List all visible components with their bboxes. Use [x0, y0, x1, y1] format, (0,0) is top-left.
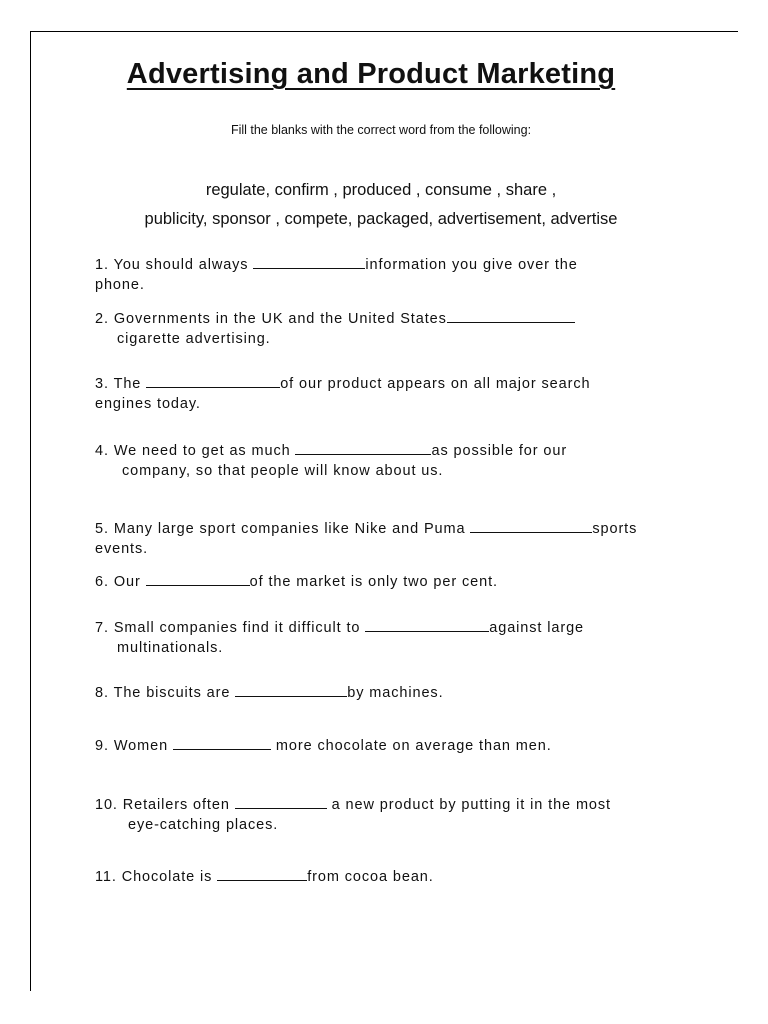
word-bank-line-2: publicity, sponsor , compete, packaged, advertisement, advertise: [144, 210, 618, 228]
question-5: [95, 518, 695, 559]
question-number: 10.: [95, 797, 118, 813]
answer-blank[interactable]: [365, 617, 489, 632]
question-2: [95, 308, 695, 349]
answer-blank[interactable]: [173, 735, 271, 750]
question-text-before: We need to get as much: [113, 443, 296, 459]
question-number: 6.: [95, 574, 109, 590]
question-number: 11.: [95, 869, 117, 885]
question-text-continued: company, so that people will know about us.: [122, 463, 444, 479]
question-4: [95, 440, 695, 481]
question-text-continued: eye-catching places.: [128, 817, 279, 833]
question-1: [95, 254, 695, 295]
question-text-after: from cocoa bean.: [307, 869, 434, 885]
question-number: 2.: [95, 311, 109, 327]
question-10: [95, 794, 695, 835]
question-text-before: Many large sport companies like Nike and Puma: [113, 521, 471, 537]
question-number: 5.: [95, 521, 109, 537]
question-text-before: Chocolate is: [121, 869, 218, 885]
word-bank-line-1: regulate, confirm , produced , consume , share ,: [205, 181, 557, 199]
worksheet-title: Advertising and Product Marketing: [126, 58, 616, 90]
question-text-before: The biscuits are: [113, 685, 236, 701]
answer-blank[interactable]: [217, 866, 307, 881]
question-3: [95, 373, 695, 414]
answer-blank[interactable]: [146, 373, 280, 388]
question-text-after: of the market is only two per cent.: [249, 574, 498, 590]
question-text-continued: cigarette advertising.: [117, 331, 271, 347]
answer-blank[interactable]: [470, 518, 592, 533]
question-text-continued: phone.: [95, 277, 145, 293]
question-text-after: information you give over the: [365, 257, 578, 273]
answer-blank[interactable]: [295, 440, 431, 455]
question-text-before: You should always: [113, 257, 254, 273]
instruction-text: Fill the blanks with the correct word from the following:: [230, 123, 532, 137]
answer-blank[interactable]: [447, 308, 575, 323]
page-border-top: [30, 31, 738, 32]
page-border-left: [30, 31, 31, 991]
question-text-before: Retailers often: [122, 797, 235, 813]
question-8: [95, 682, 695, 703]
question-11: [95, 866, 695, 887]
question-number: 3.: [95, 376, 109, 392]
question-text-continued: events.: [95, 541, 149, 557]
question-text-before: Governments in the UK and the United States: [113, 311, 447, 327]
question-9: [95, 735, 695, 756]
question-text-before: Small companies find it difficult to: [113, 620, 366, 636]
question-text-after: by machines.: [347, 685, 444, 701]
question-number: 7.: [95, 620, 109, 636]
question-number: 9.: [95, 738, 109, 754]
question-number: 8.: [95, 685, 109, 701]
question-7: [95, 617, 695, 658]
question-text-before: Women: [113, 738, 173, 754]
question-text-after: more chocolate on average than men.: [270, 738, 552, 754]
answer-blank[interactable]: [146, 571, 250, 586]
question-text-after: of our product appears on all major search: [280, 376, 591, 392]
question-text-after: a new product by putting it in the most: [326, 797, 611, 813]
answer-blank[interactable]: [253, 254, 365, 269]
question-text-continued: engines today.: [95, 396, 201, 412]
question-text-before: The: [113, 376, 147, 392]
question-text-after: against large: [489, 620, 585, 636]
question-text-before: Our: [113, 574, 146, 590]
answer-blank[interactable]: [235, 682, 347, 697]
question-6: [95, 571, 695, 592]
answer-blank[interactable]: [235, 794, 327, 809]
question-text-after: as possible for our: [431, 443, 568, 459]
question-number: 4.: [95, 443, 109, 459]
question-text-after: sports: [592, 521, 638, 537]
question-number: 1.: [95, 257, 109, 273]
question-text-continued: multinationals.: [117, 640, 224, 656]
